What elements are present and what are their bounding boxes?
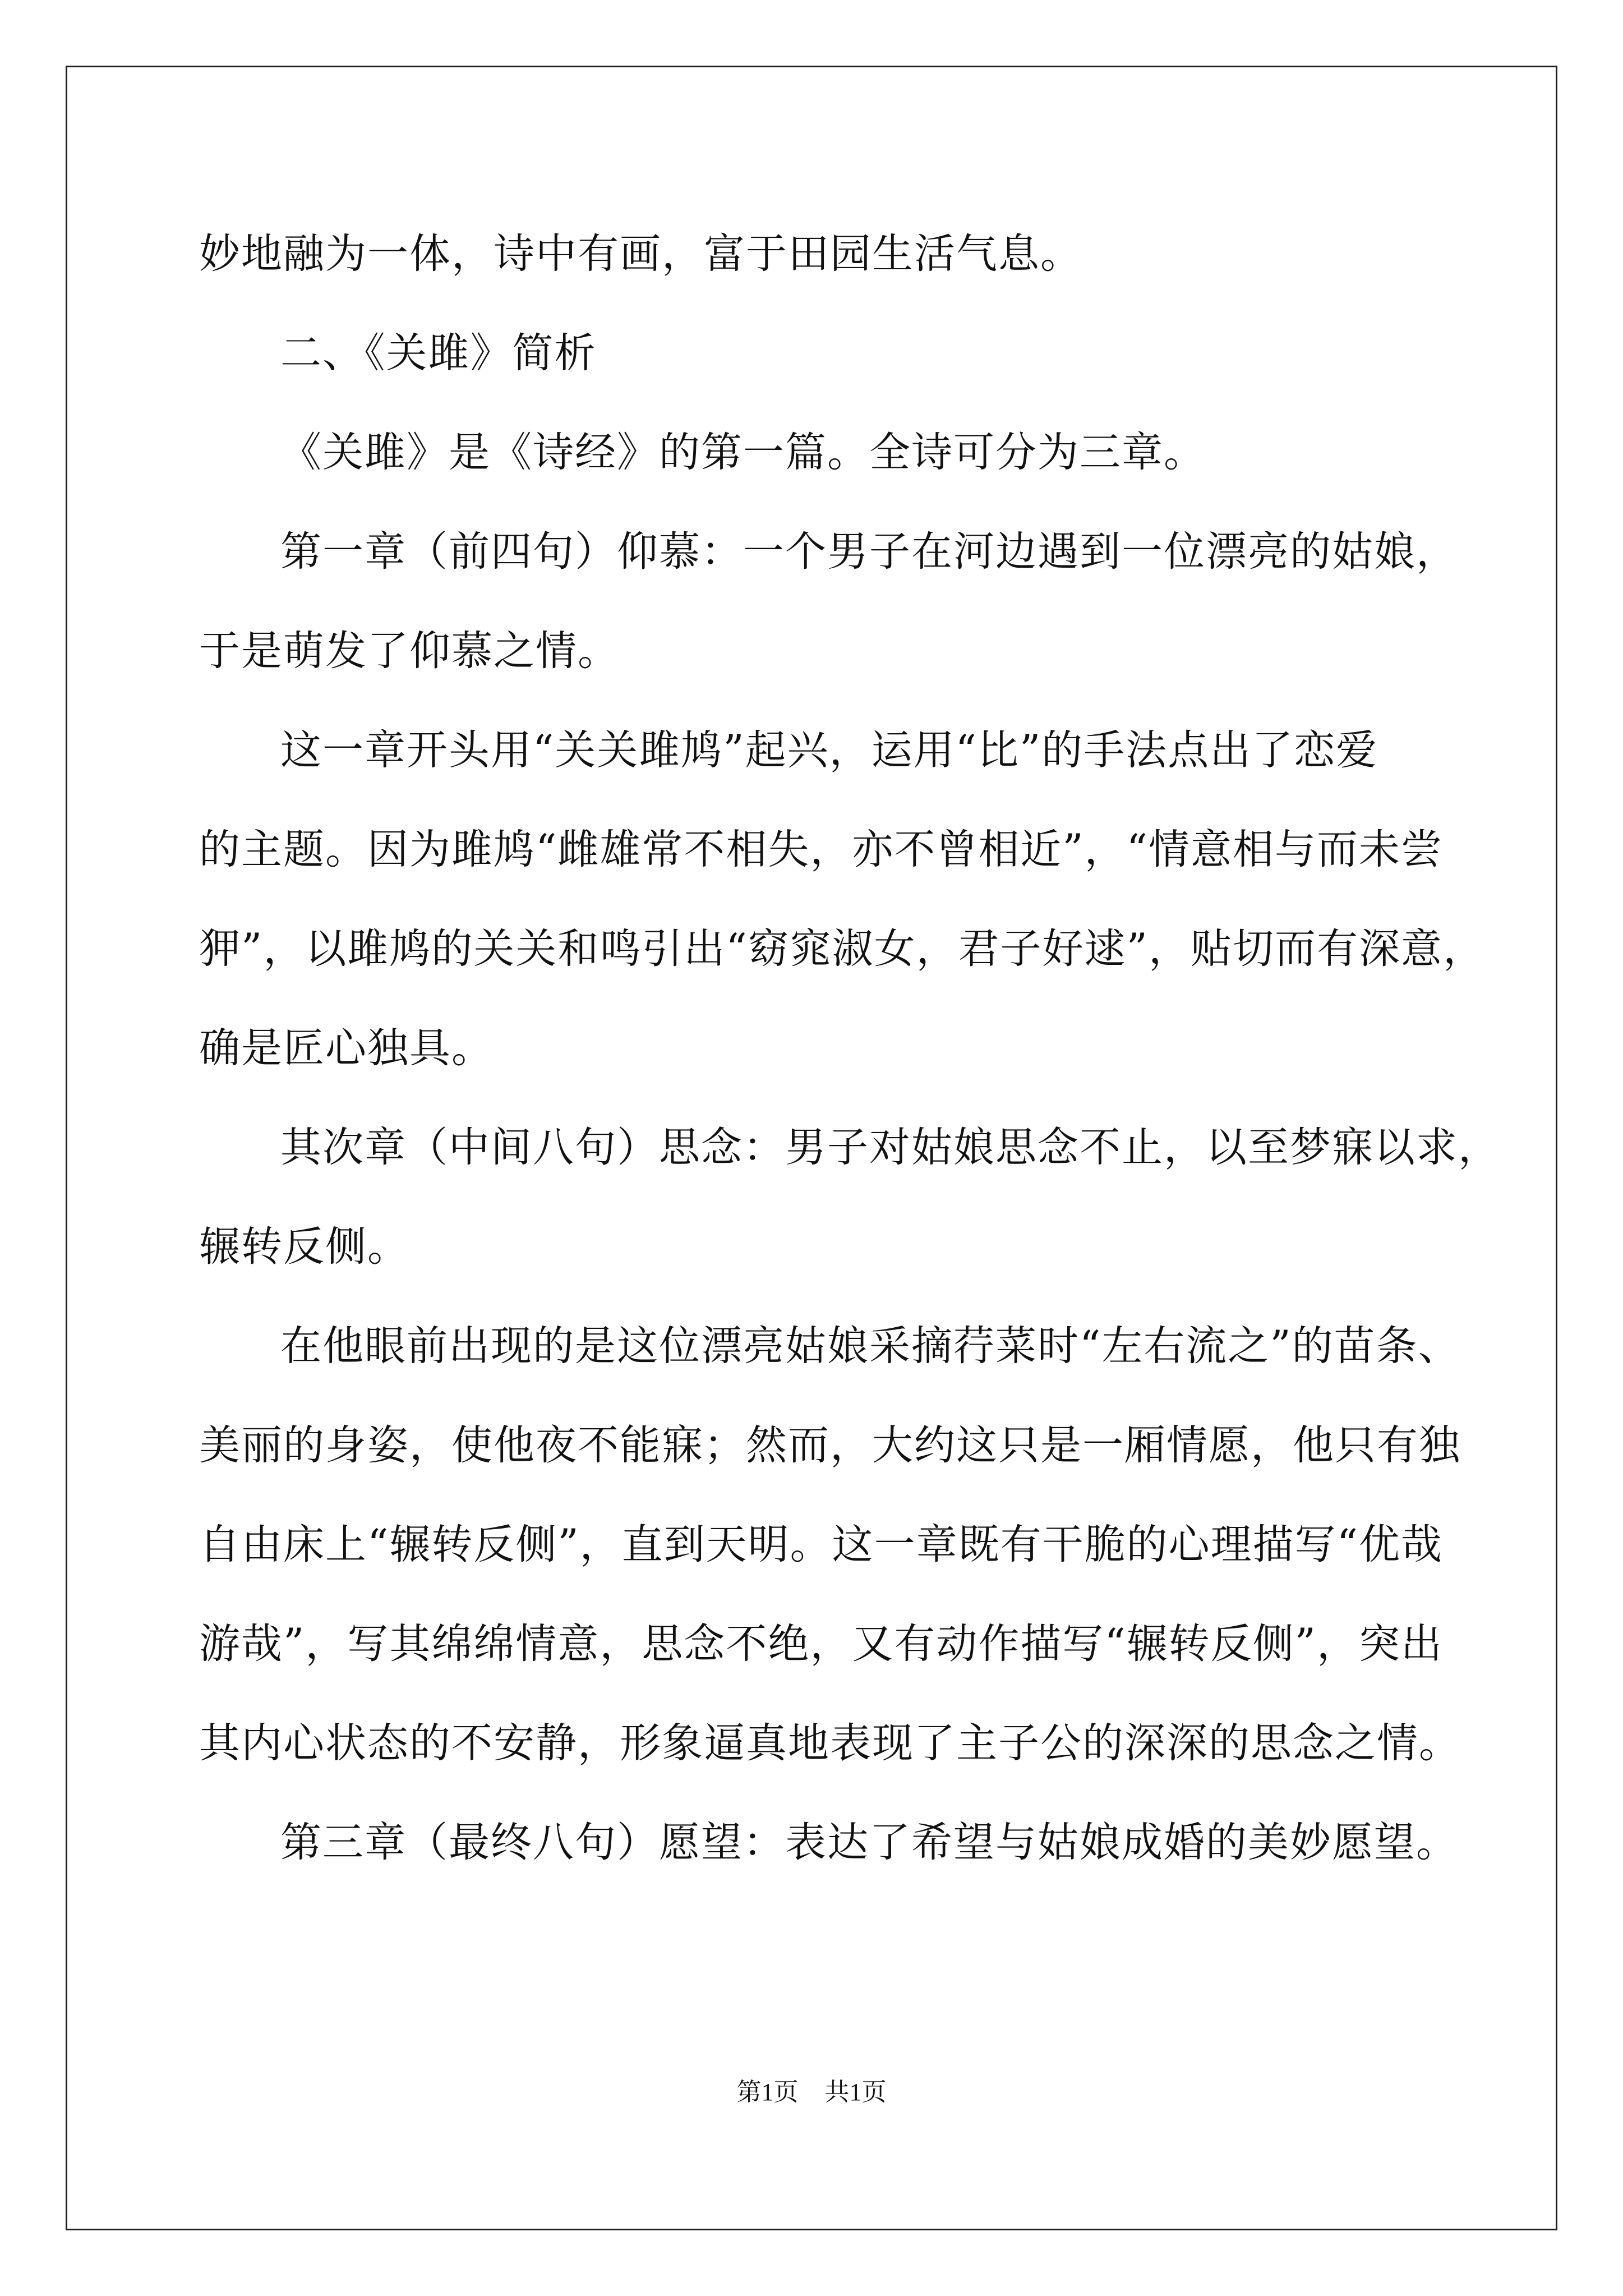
paragraph-line: 游哉”，写其绵绵情意，思念不绝，又有动作描写“辗转反侧”，突出 <box>199 1620 1443 1668</box>
paragraph-line: 这一章开头用“关关雎鸠”起兴，运用“比”的手法点出了恋爱 <box>280 726 1378 774</box>
paragraph-line: 妙地融为一体，诗中有画，富于田园生活气息。 <box>199 230 1082 278</box>
paragraph-line: 第三章（最终八句）愿望：表达了希望与姑娘成婚的美妙愿望。 <box>280 1819 1458 1866</box>
paragraph-line: 其内心状态的不安静，形象逼真地表现了主子公的深深的思念之情。 <box>199 1719 1461 1767</box>
paragraph-line: 确是匠心独具。 <box>199 1024 494 1072</box>
page-number: 第1页 <box>736 2078 799 2106</box>
paragraph-line: 辗转反侧。 <box>199 1223 409 1271</box>
paragraph-line: 《关雎》是《诗经》的第一篇。全诗可分为三章。 <box>280 429 1206 476</box>
paragraph-line: 狎”，以雎鸠的关关和鸣引出“窈窕淑女，君子好逑”，贴切而有深意， <box>199 925 1485 973</box>
paragraph-line: 在他眼前出现的是这位漂亮姑娘采摘荇菜时“左右流之”的苗条、 <box>280 1322 1460 1370</box>
page-footer <box>0 2076 1623 2109</box>
paragraph-line: 于是萌发了仰慕之情。 <box>199 627 620 675</box>
paragraph-line: 的主题。因为雎鸠“雌雄常不相失，亦不曾相近”，“情意相与而未尝 <box>199 826 1443 873</box>
paragraph-line: 第一章（前四句）仰慕：一个男子在河边遇到一位漂亮的姑娘， <box>280 528 1458 576</box>
paragraph-line: 美丽的身姿，使他夜不能寐；然而，大约这只是一厢情愿，他只有独 <box>199 1421 1461 1469</box>
paragraph-line: 其次章（中间八句）思念：男子对姑娘思念不止，以至梦寐以求， <box>280 1124 1500 1171</box>
section-heading: 二、《关雎》简析 <box>280 329 597 377</box>
paragraph-line: 自由床上“辗转反侧”，直到天明。这一章既有干脆的心理描写“优哉 <box>199 1521 1443 1568</box>
page-total: 共1页 <box>824 2078 887 2106</box>
